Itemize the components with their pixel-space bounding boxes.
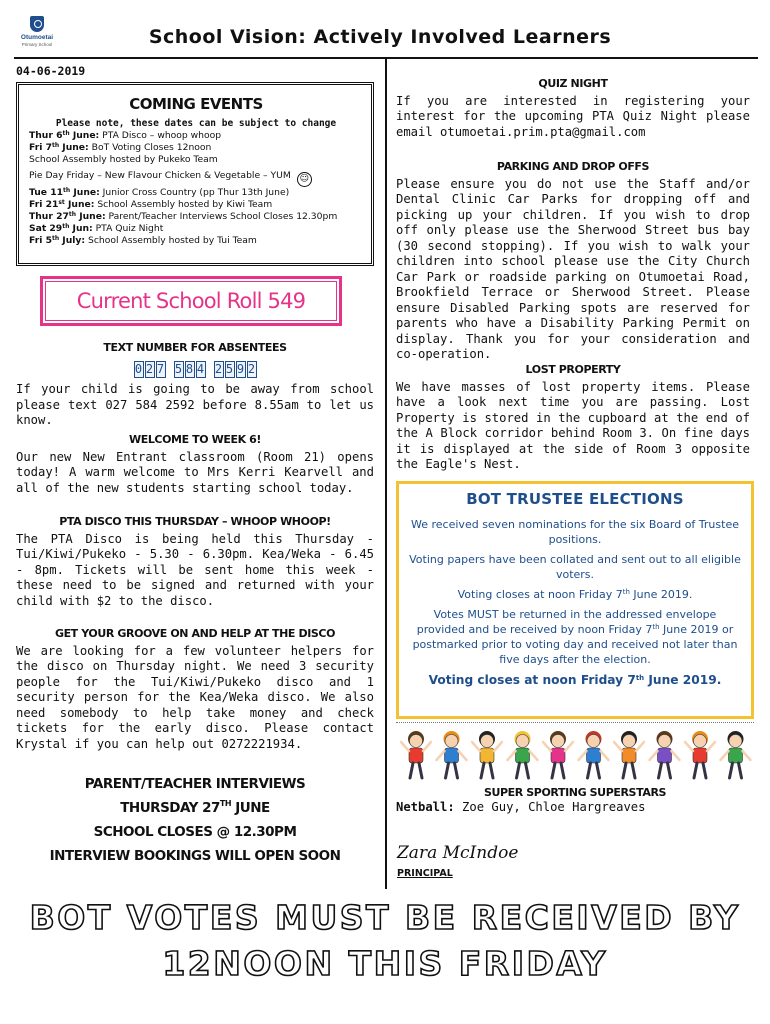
welcome-heading: WELCOME TO WEEK 6! [128, 433, 262, 446]
interviews-line-2: THURSDAY 27TH JUNE [120, 799, 270, 816]
coming-events-title: COMING EVENTS [129, 95, 263, 113]
event-item: Fri 21st June: School Assembly hosted by Kiwi Team [29, 198, 273, 210]
number-digit: 9 [236, 362, 245, 376]
school-vision-title: School Vision: Actively Involved Learners [148, 26, 612, 48]
event-item: Thur 27th June: Parent/Teacher Interviews School Closes 12.30pm [29, 211, 338, 223]
event-item: Fri 5th July: School Assembly hosted by Tui Team [29, 235, 257, 247]
superstars-section [396, 786, 754, 814]
bot-votes-banner [0, 895, 770, 987]
column-divider [385, 59, 387, 889]
parking-heading: PARKING AND DROP OFFS [496, 160, 650, 173]
number-digit: 8 [185, 362, 194, 376]
absentees-text: If your child is going to be away from school please text 027 584 2592 before 8.55am to let us know. [16, 382, 374, 427]
bot-nominations-text: We received seven nominations for the six Board of Trustee positions. [411, 518, 739, 546]
number-digit: 0 [134, 362, 143, 376]
lost-property-heading: LOST PROPERTY [525, 363, 621, 376]
pta-disco-section [16, 514, 374, 609]
banner-line-1: BOT VOTES MUST BE RECEIVED BY [29, 898, 741, 937]
quiz-night-text: If you are interested in registering your interest for the upcoming PTA Quiz Night please email otumoetai.prim.pta@gmail.com [396, 93, 750, 139]
child-figure [685, 731, 715, 778]
number-digit: 5 [174, 362, 183, 376]
event-item: Tue 11th June: Junior Cross Country (pp Thur 13th June) [29, 186, 290, 198]
principal-signature: Zara McIndoe [397, 843, 519, 863]
lost-property-section [396, 362, 750, 473]
event-item: Sat 29th Jun: PTA Quiz Night [29, 223, 164, 235]
banner-line-2: 12NOON THIS FRIDAY [162, 944, 608, 983]
interviews-line-3: SCHOOL CLOSES @ 12.30PM [93, 824, 297, 840]
welcome-text: Our new New Entrant classroom (Room 21) opens today! A warm welcome to Mrs Kerri Kearvell and all of the new students starting school today. [16, 449, 374, 495]
bot-elections-title: BOT TRUSTEE ELECTIONS [466, 490, 684, 508]
event-item: Fri 7th June: BoT Voting Closes 12noon [29, 142, 212, 154]
absentees-number [0, 356, 390, 378]
child-figure [579, 731, 609, 778]
coming-events-note: Please note, these dates can be subject to change [55, 118, 337, 129]
bot-voting-papers-text: Voting papers have been collated and sent out to all eligible voters. [409, 553, 741, 581]
interviews-line-1: PARENT/TEACHER INTERVIEWS [84, 776, 306, 792]
lost-property-text: We have masses of lost property items. Please have a look next time you are passing. Lost Property is stored in the cupboard at the end of the A Block corridor behind Room 3. On fine days it is displayed at the side of Room 3 opposite the Eagle's Nest. [396, 379, 750, 471]
welcome-section [16, 432, 374, 496]
number-digit: 5 [225, 362, 234, 376]
child-figure [543, 731, 573, 778]
parking-text: Please ensure you do not use the Staff and/or Dental Clinic Car Parks for dropping off and picking up your children. If you wish to drop off only please use the Sherwood Street bus bay (30 second stopping). If you wish to walk your children into school please use the City Church Car Park or roadside parking on Otumoetai Road, Brookfield Terrace or Sherwood Street. Please ensure Disabled Parking spots are reserved for parents who have a Disability Parking Permit on display. Thank you for your consideration and co-operation. [396, 176, 750, 361]
children-cartoon-illustration [398, 728, 756, 782]
smiley-face-icon: ☺ [297, 172, 312, 187]
number-digit: 4 [196, 362, 205, 376]
absentees-heading: TEXT NUMBER FOR ABSENTEES [103, 341, 287, 354]
absentees-section [16, 382, 374, 429]
bot-voting-closes-emphasis: Voting closes at noon Friday 7th June 2019. [428, 673, 722, 687]
digit-gap [207, 356, 213, 373]
coming-events-box [16, 82, 374, 266]
logo-school-name: Otumoetai [20, 34, 54, 41]
child-figure [508, 731, 538, 778]
event-item: Thur 6th June: PTA Disco – whoop whoop [29, 130, 222, 141]
pta-disco-text: The PTA Disco is being held this Thursday - Tui/Kiwi/Pukeko - 5.30 - 6.30pm. Kea/Weka - 6.45 - 8pm. Tickets will be sent home this week - these need to be signed and returned with your child with $2 to the disco. [16, 531, 374, 608]
child-figure [472, 731, 502, 778]
number-digit: 2 [214, 362, 223, 376]
volunteer-heading: GET YOUR GROOVE ON AND HELP AT THE DISCO [54, 627, 336, 640]
digit-gap [167, 356, 173, 373]
interviews-notice [16, 772, 374, 868]
bot-voting-closes-text: Voting closes at noon Friday 7th June 2019. [457, 588, 693, 601]
event-item: Pie Day Friday – New Flavour Chicken & Vegetable – YUM ☺ [29, 170, 363, 187]
child-figure [437, 731, 467, 778]
child-figure [614, 731, 644, 778]
number-digit: 7 [156, 362, 165, 376]
bot-elections-box [396, 481, 754, 719]
bot-votes-return-text: Votes MUST be returned in the addressed envelope provided and be received by noon Friday 7th June 2019 or postmarked prior to voting day and received not later than five days after the election. [412, 608, 738, 666]
parking-section [396, 159, 750, 363]
principal-title: PRINCIPAL [397, 868, 453, 879]
child-figure [401, 731, 431, 778]
quiz-night-heading: QUIZ NIGHT [538, 77, 608, 90]
school-roll-label: Current School Roll 549 [45, 281, 337, 321]
logo-school-sub: Primary School [21, 42, 53, 47]
superstars-netball: Netball: Zoe Guy, Chloe Hargreaves [396, 800, 646, 814]
volunteer-text: We are looking for a few volunteer helpers for the disco on Thursday night. We need 3 security people for the Tui/Kiwi/Pukeko disco and 1 security person for the Kea/Weka disco. We also need somebody to help take money and check tickets for the early disco. Please contact Krystal if you can help out 0272221934. [16, 643, 374, 751]
child-figure [650, 731, 680, 778]
number-digit: 2 [247, 362, 256, 376]
superstars-heading: SUPER SPORTING SUPERSTARS [483, 786, 667, 799]
interviews-line-4: INTERVIEW BOOKINGS WILL OPEN SOON [49, 848, 341, 864]
pta-disco-heading: PTA DISCO THIS THURSDAY – WHOOP WHOOP! [59, 515, 331, 528]
school-roll-box [40, 276, 342, 326]
event-item: School Assembly hosted by Pukeko Team [29, 154, 218, 166]
child-figure [721, 731, 751, 778]
number-digit: 2 [145, 362, 154, 376]
newsletter-date: 04-06-2019 [16, 64, 86, 78]
bot-divider [396, 722, 754, 724]
volunteer-section [16, 626, 374, 752]
quiz-night-section [396, 76, 750, 140]
